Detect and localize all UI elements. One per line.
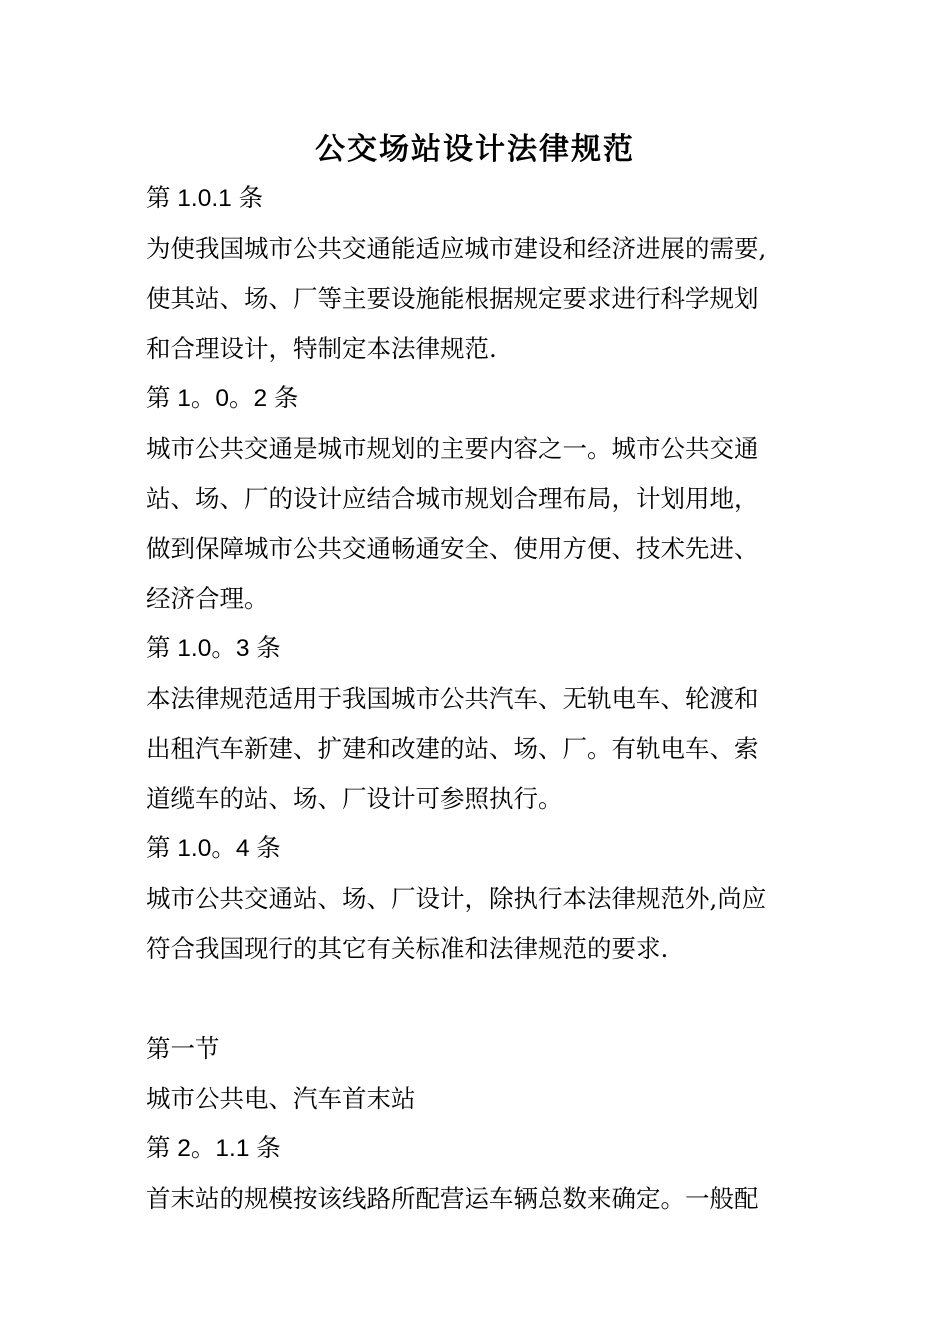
article-heading: 第 1.0.1 条 — [146, 185, 264, 212]
paragraph-line: 站、场、厂的设计应结合城市规划合理布局，计划用地， — [146, 484, 759, 513]
document-body — [146, 174, 816, 1224]
paragraph-line: 和合理设计，特制定本法律规范. — [146, 334, 497, 363]
article-heading: 第 1.0。3 条 — [146, 635, 281, 662]
paragraph-line: 道缆车的站、场、厂设计可参照执行。 — [146, 784, 563, 813]
paragraph-line: 首末站的规模按该线路所配营运车辆总数来确定。一般配 — [146, 1184, 759, 1213]
paragraph-line: 城市公共交通站、场、厂设计，除执行本法律规范外,尚应 — [146, 884, 767, 913]
paragraph-line: 城市公共交通是城市规划的主要内容之一。城市公共交通 — [146, 434, 759, 463]
paragraph-line: 出租汽车新建、扩建和改建的站、场、厂。有轨电车、索 — [146, 734, 759, 763]
paragraph-line: 经济合理。 — [146, 584, 269, 613]
article-heading: 第 1。0。2 条 — [146, 385, 299, 412]
paragraph-line: 使其站、场、厂等主要设施能根据规定要求进行科学规划 — [146, 284, 759, 313]
article-heading: 第 1.0。4 条 — [146, 835, 281, 862]
blank-line — [146, 974, 816, 1024]
paragraph-line: 做到保障城市公共交通畅通安全、使用方便、技术先进、 — [146, 534, 759, 563]
paragraph-line: 本法律规范适用于我国城市公共汽车、无轨电车、轮渡和 — [146, 684, 759, 713]
document-title: 公交场站设计法律规范 — [315, 132, 635, 167]
paragraph-line: 符合我国现行的其它有关标准和法律规范的要求. — [146, 934, 669, 963]
paragraph-line: 为使我国城市公共交通能适应城市建设和经济进展的需要, — [146, 234, 767, 263]
section-title: 城市公共电、汽车首末站 — [146, 1084, 416, 1113]
section-heading: 第一节 — [146, 1034, 220, 1063]
article-heading: 第 2。1.1 条 — [146, 1135, 281, 1162]
